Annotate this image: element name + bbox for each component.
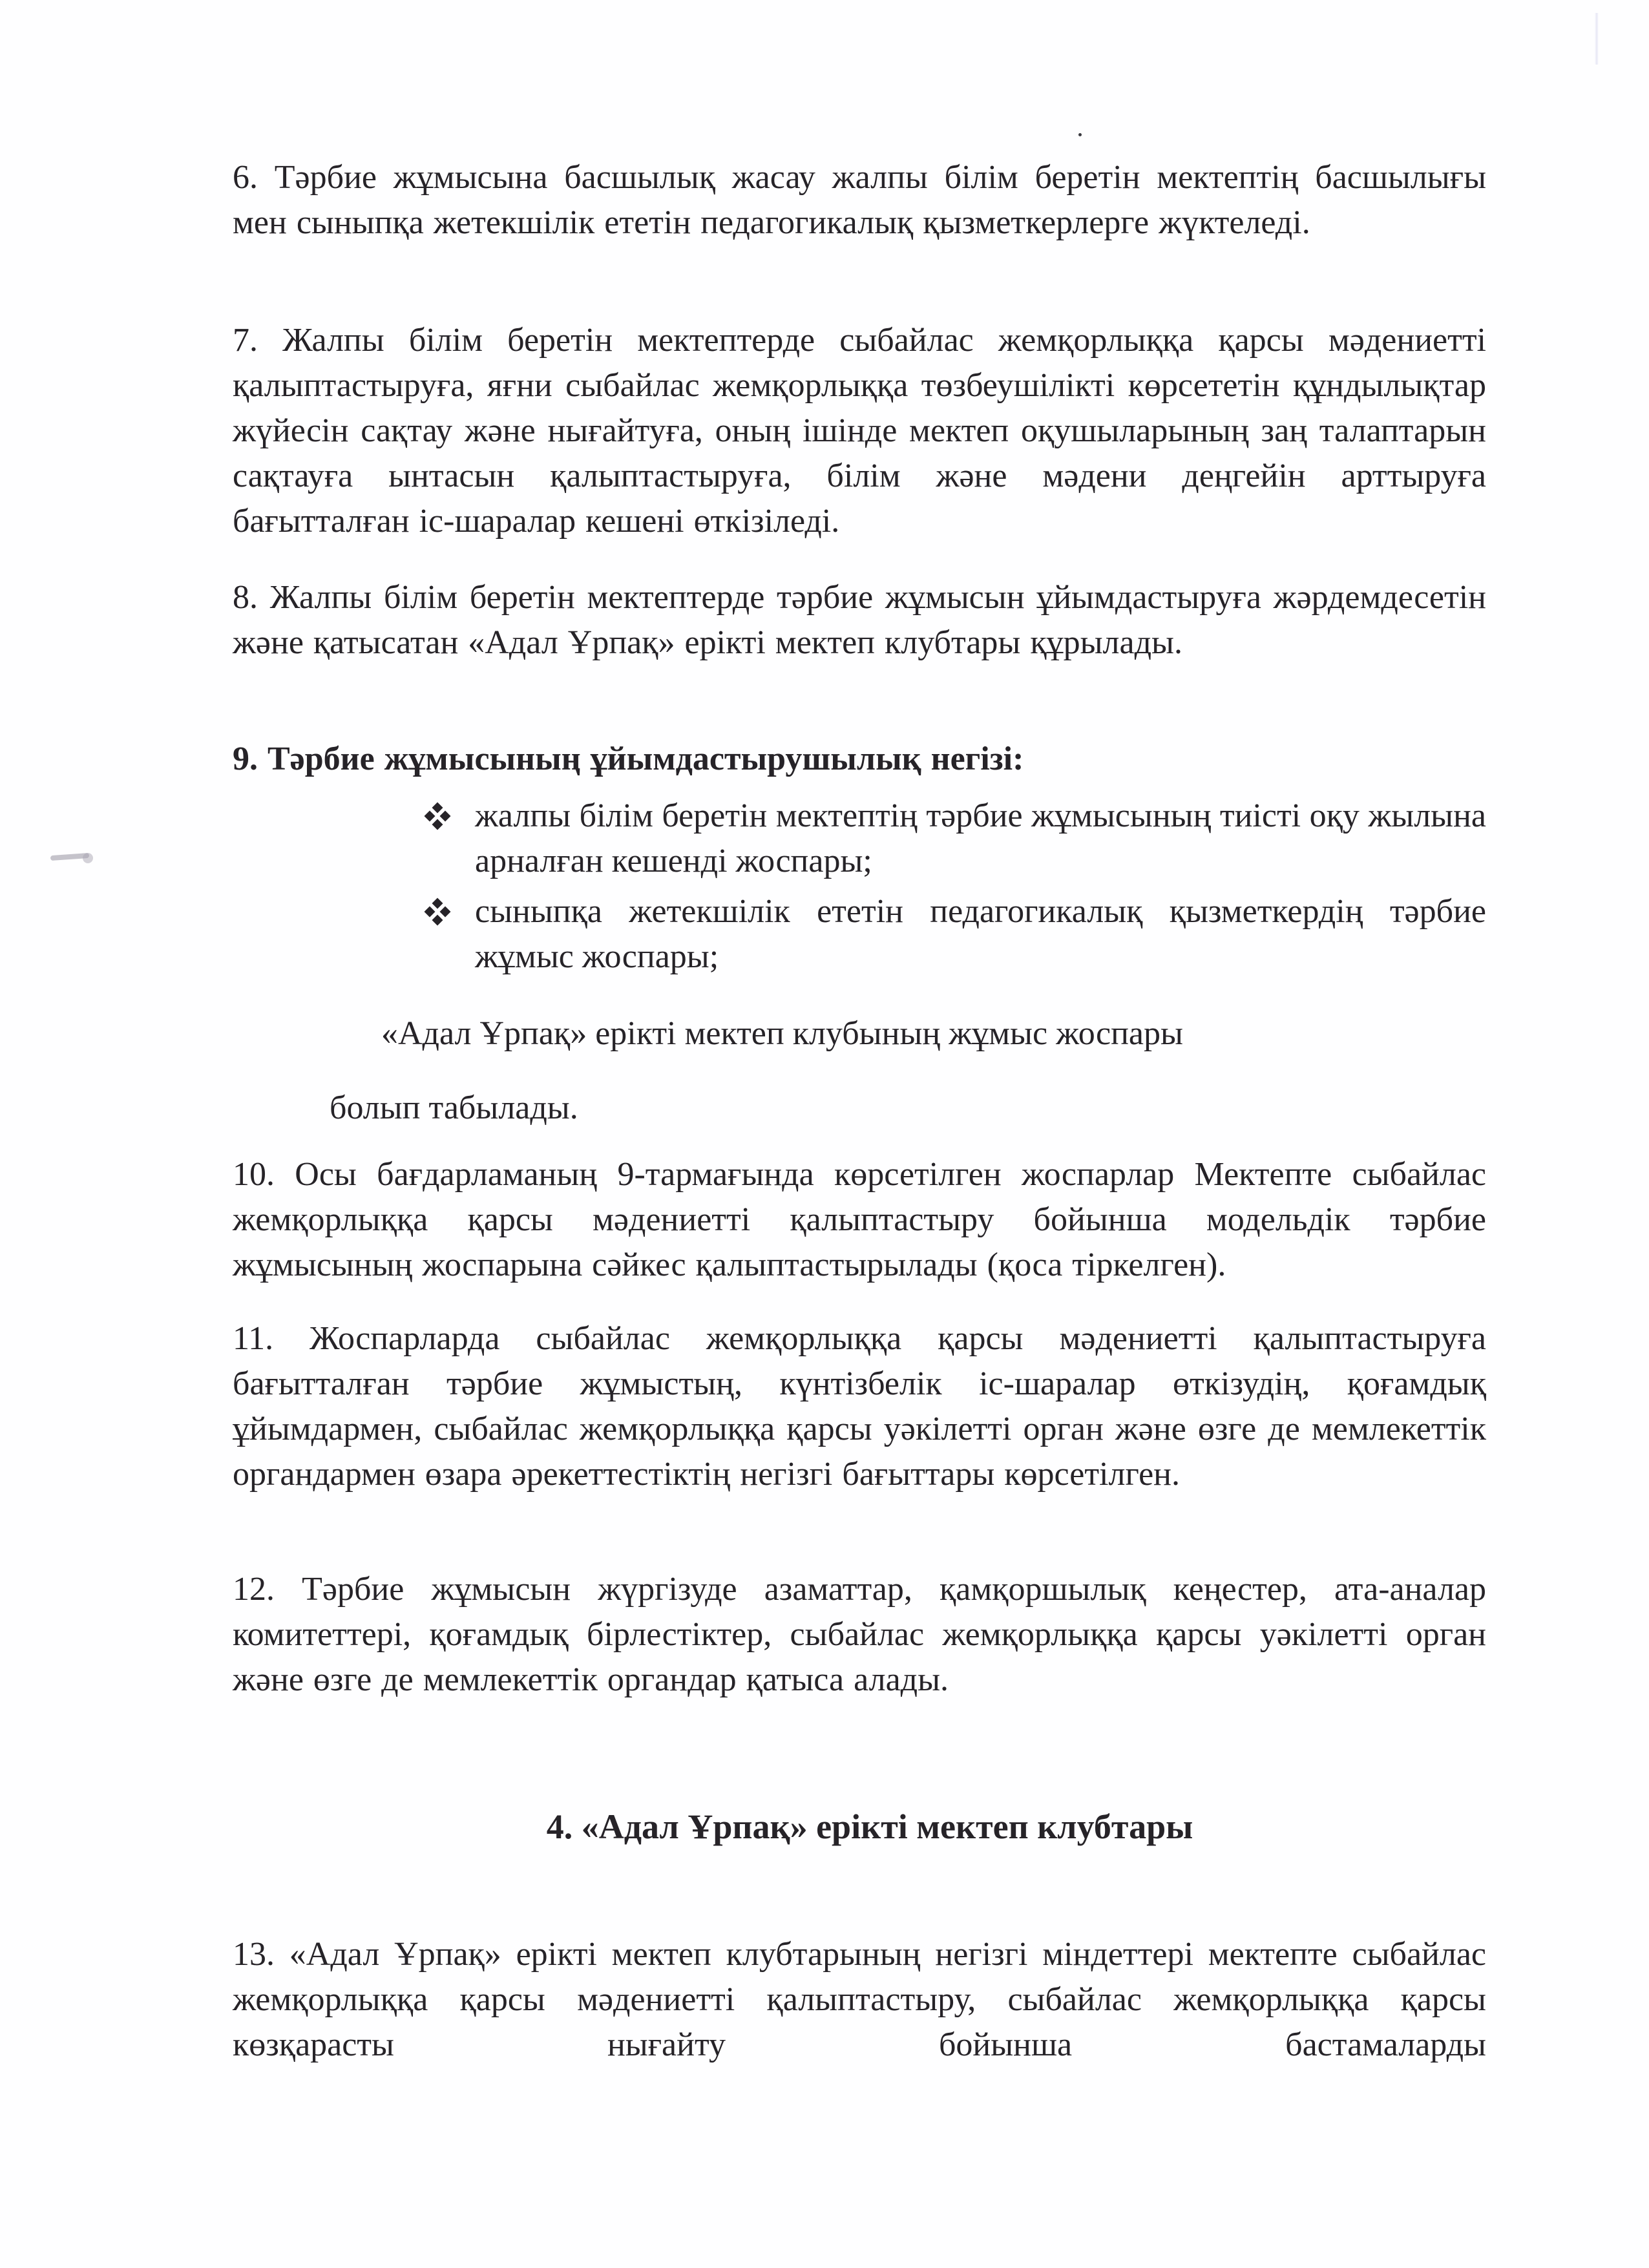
- list-item: [423, 889, 1486, 980]
- section-4-title: 4. «Адал Ұрпақ» ерікті мектеп клубтары: [546, 1807, 1193, 1846]
- four-diamond-bullet-icon: [423, 803, 452, 831]
- paragraph-9-closing: болып табылады.: [330, 1089, 578, 1126]
- list-item-text: жалпы білім беретін мектептің тәрбие жұмысының тиісті оқу жылына арналған кешенді жоспары;: [475, 797, 1486, 879]
- scan-speck: [1078, 133, 1082, 136]
- paragraph-6: 6. Тәрбие жұмысына басшылық жасау жалпы білім беретін мектептің басшылығы мен сыныпқа жетекшілік ететін педагогикалық қызметкерлерге жүктеледі.: [233, 159, 1486, 241]
- organizational-basis-list: [423, 793, 1486, 985]
- four-diamond-bullet-icon: [423, 898, 452, 927]
- paragraph-8: 8. Жалпы білім беретін мектептерде тәрбие жұмысын ұйымдастыруға жәрдемдесетін және қатысатан «Адал Ұрпақ» ерікті мектеп клубтары құрылады.: [233, 579, 1486, 661]
- paragraph-7: 7. Жалпы білім беретін мектептерде сыбайлас жемқорлыққа қарсы мәдениетті қалыптастыруға, яғни сыбайлас жемқорлыққа төзбеушілікті көрсететін құндылықтар жүйесін сақтау және нығайтуға, оның ішінде мектеп оқушыларының заң талаптарын сақтауға ынтасын қалыптастыруға, білім және мәдени деңгейін арттыруға бағытталған іс-шаралар кешені өткізіледі.: [233, 322, 1486, 540]
- scan-smudge: [50, 852, 96, 863]
- list-item: [423, 793, 1486, 884]
- paragraph-11: 11. Жоспарларда сыбайлас жемқорлыққа қарсы мәдениетті қалыптастыруға бағытталған тәрбие жұмыстың, күнтізбелік іс-шаралар өткізудің, қоғамдық ұйымдармен, сыбайлас жемқорлыққа қарсы уәкілетті орган және өзге де мемлекеттік органдармен өзара әрекеттестіктің негізгі бағыттары көрсетілген.: [233, 1320, 1486, 1493]
- paragraph-9-heading: 9. Тәрбие жұмысының ұйымдастырушылық негізі:: [233, 740, 1024, 777]
- scan-edge-shadow: [1595, 13, 1599, 65]
- paragraph-10: 10. Осы бағдарламаның 9-тармағында көрсетілген жоспарлар Мектепте сыбайлас жемқорлыққа қарсы мәдениетті қалыптастыру бойынша модельдік тәрбие жұмысының жоспарына сәйкес қалыптастырылады (қоса тіркелген).: [233, 1156, 1486, 1283]
- paragraph-12: 12. Тәрбие жұмысын жүргізуде азаматтар, қамқоршылық кеңестер, ата-аналар комитеттері, қоғамдық бірлестіктер, сыбайлас жемқорлыққа қарсы уәкілетті орган және өзге де мемлекеттік органдар қатыса алады.: [233, 1571, 1486, 1698]
- list-item-text: сыныпқа жетекшілік ететін педагогикалық қызметкердің тәрбие жұмыс жоспары;: [475, 893, 1486, 975]
- club-work-plan-line: «Адал Ұрпақ» ерікті мектеп клубының жұмыс жоспары: [381, 1015, 1183, 1052]
- paragraph-13: 13. «Адал Ұрпақ» ерікті мектеп клубтарының негізгі міндеттері мектепте сыбайлас жемқорлыққа қарсы мәдениетті қалыптастыру, сыбайлас жемқорлыққа қарсы көзқарасты нығайту бойынша бастамаларды: [233, 1936, 1486, 2063]
